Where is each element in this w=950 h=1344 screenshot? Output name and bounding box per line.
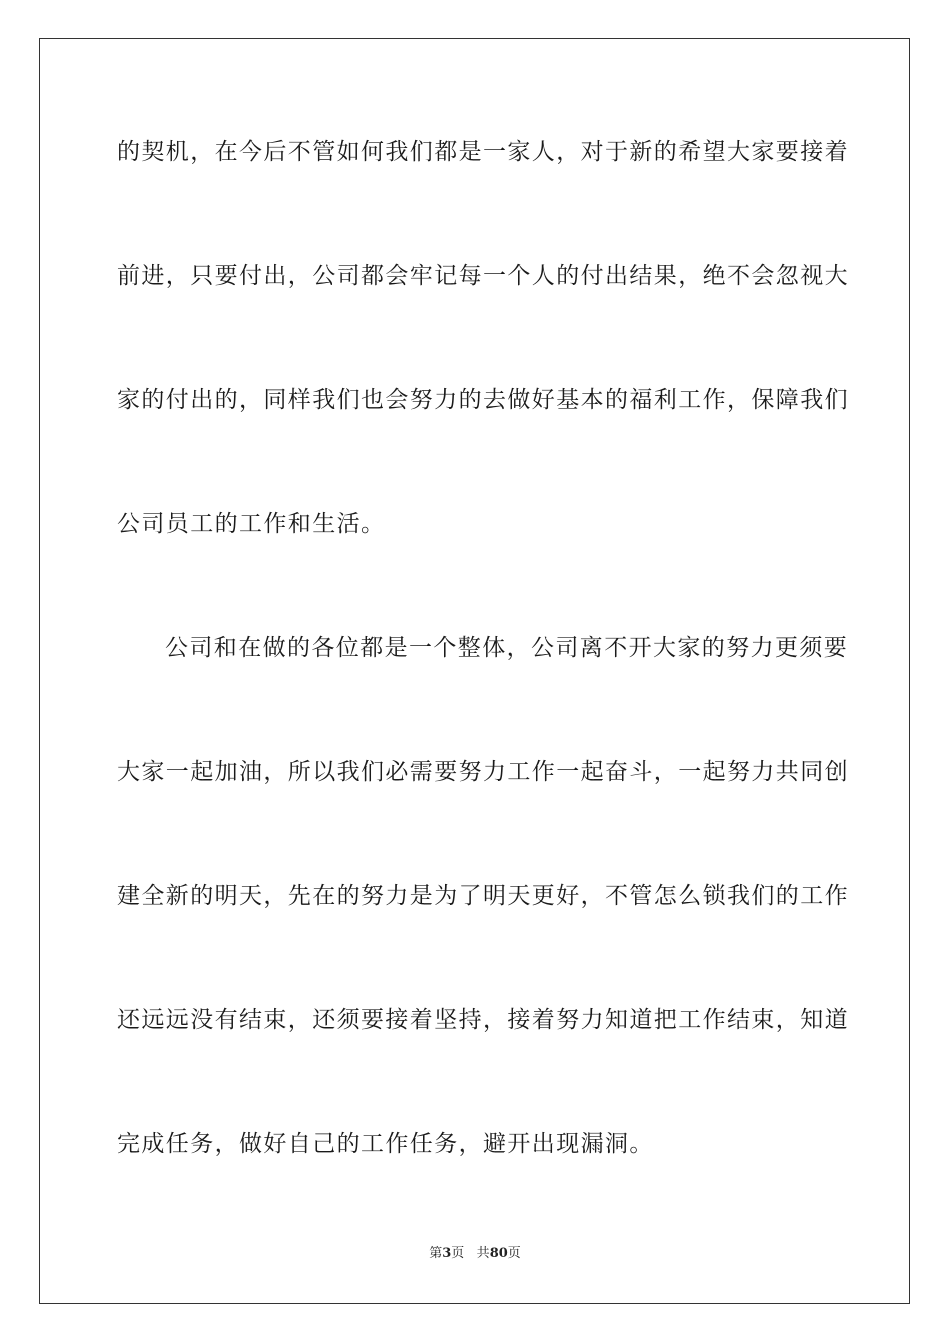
paragraph-1-line-4: 公司员工的工作和生活。 — [117, 511, 386, 537]
page-prefix: 第 — [429, 1246, 443, 1261]
total-pages: 80 — [489, 1246, 508, 1261]
paragraph-1-line-2: 前进，只要付出，公司都会牢记每一个人的付出结果，绝不会忽视大 — [117, 263, 849, 289]
paragraph-1-line-1: 的契机，在今后不管如何我们都是一家人，对于新的希望大家要接着 — [117, 139, 849, 165]
paragraph-2-line-4: 还远远没有结束，还须要接着坚持，接着努力知道把工作结束，知道 — [117, 1007, 849, 1033]
total-prefix: 共 — [476, 1246, 490, 1261]
page-suffix: 页 — [451, 1246, 465, 1261]
page-border — [39, 38, 910, 1304]
page-footer — [0, 1245, 950, 1263]
paragraph-2-line-3: 建全新的明天，先在的努力是为了明天更好，不管怎么锁我们的工作 — [117, 883, 849, 909]
paragraph-2-line-5: 完成任务，做好自己的工作任务，避开出现漏洞。 — [117, 1131, 654, 1157]
paragraph-1-line-3: 家的付出的，同样我们也会努力的去做好基本的福利工作，保障我们 — [117, 387, 849, 413]
page-number: 3 — [442, 1246, 452, 1261]
paragraph-2-line-2: 大家一起加油，所以我们必需要努力工作一起奋斗，一起努力共同创 — [117, 759, 849, 785]
paragraph-2-line-1: 公司和在做的各位都是一个整体，公司离不开大家的努力更须要 — [165, 635, 849, 661]
total-suffix: 页 — [507, 1246, 521, 1261]
